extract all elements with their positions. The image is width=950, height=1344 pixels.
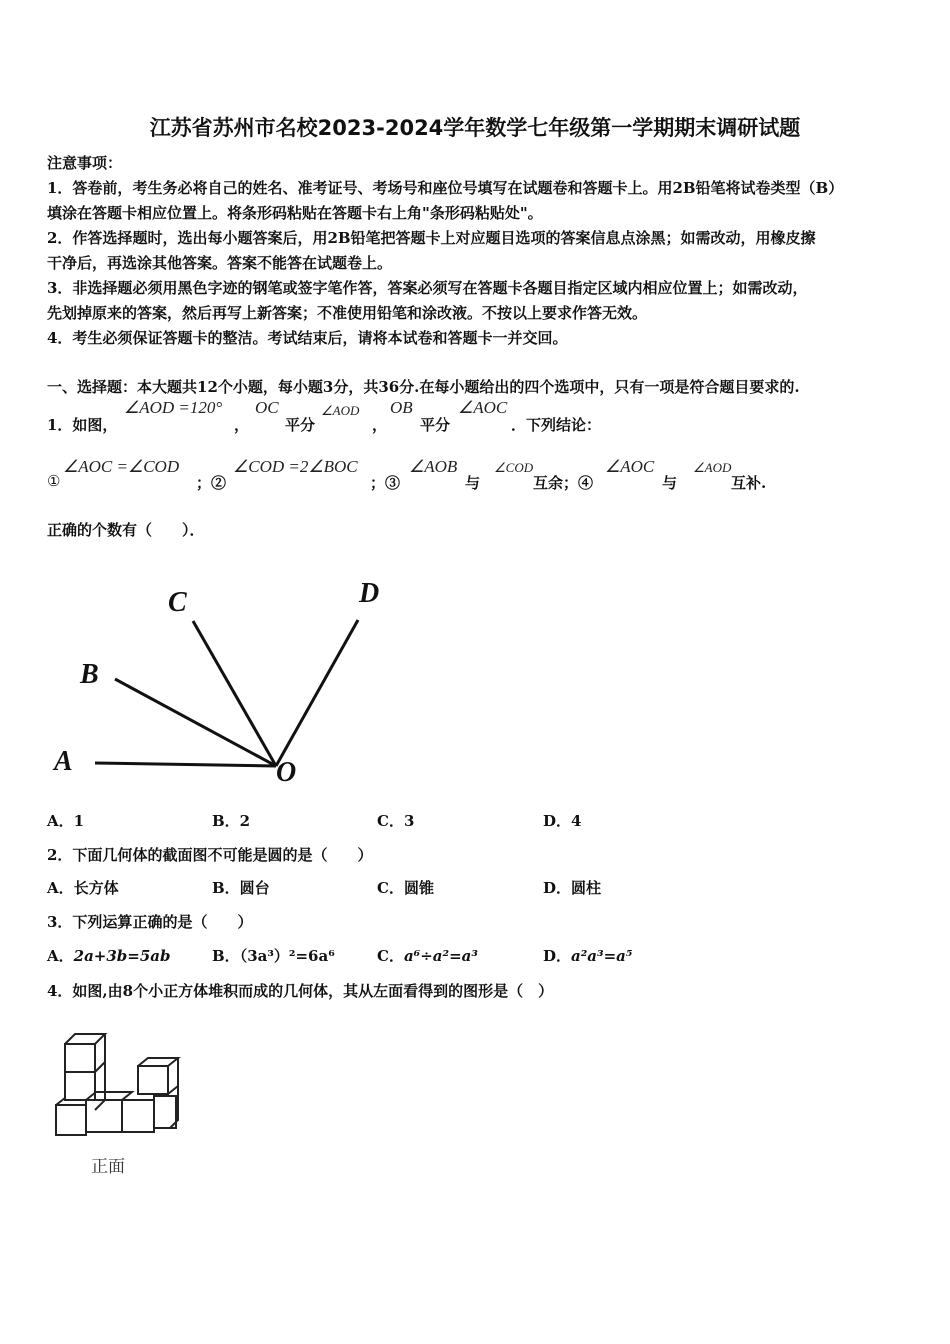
q3-option-b[interactable]: [212, 945, 335, 966]
q1-expr3b: ∠COD: [494, 460, 534, 475]
q2-option-d[interactable]: D．圆柱: [543, 879, 602, 897]
q3-option-c[interactable]: [377, 945, 478, 966]
label-a: A: [54, 746, 73, 777]
option-expr: （3a³）²=6a⁶: [239, 947, 335, 965]
label-o: O: [276, 757, 297, 788]
q1-s2: ；②: [196, 474, 227, 492]
q3-option-d[interactable]: [543, 945, 632, 966]
notice-line: 1．答卷前，考生务必将自己的姓名、准考证号、考场号和座位号填写在试题卷和答题卡上。用2B铅笔将试卷类型（B）: [47, 179, 844, 197]
page-title: 江苏省苏州市名校2023-2024学年数学七年级第一学期期末调研试题: [149, 116, 801, 140]
q1-w4b: 互补.: [731, 474, 767, 492]
q2-option-b[interactable]: B．圆台: [212, 879, 270, 897]
option-label: C．: [377, 947, 404, 965]
q1-w3b: 互余；④: [533, 474, 594, 492]
q2-option-a[interactable]: A．长方体: [47, 879, 119, 897]
notice-line: 2．作答选择题时，选出每小题答案后，用2B铅笔把答题卡上对应题目选项的答案信息点涂黑；如需改动，用橡皮擦: [47, 229, 816, 247]
q1-text: ．下列结论：: [511, 416, 602, 434]
figure-caption: 正面: [91, 1157, 125, 1177]
option-label: B．: [212, 947, 240, 965]
option-label: D．: [543, 947, 572, 965]
q1-w3: 与: [465, 474, 481, 492]
option-label: A．: [47, 947, 74, 965]
label-b: B: [80, 659, 99, 690]
q1-question: 正确的个数有（ ）．: [47, 521, 205, 539]
q1-prefix: 1．如图，: [47, 416, 118, 434]
q1-math-oc: OC: [255, 398, 279, 417]
q3-text: 3．下列运算正确的是（ ）: [47, 913, 253, 931]
label-c: C: [168, 587, 187, 618]
cubes-figure: [50, 1030, 190, 1142]
q1-option-a[interactable]: A．1: [47, 812, 85, 830]
q1-option-b[interactable]: B．2: [212, 812, 251, 830]
q4-text: 4．如图,由8个小正方体堆积而成的几何体，其从左面看得到的图形是（ ）: [47, 982, 554, 1000]
option-expr: a²a³=a⁵: [571, 947, 633, 965]
q1-option-c[interactable]: C．3: [377, 812, 415, 830]
q1-s3: ；③: [370, 474, 401, 492]
q1-math-aod2: ∠AOD: [321, 403, 360, 418]
q1-expr1: ∠AOC =∠COD: [63, 457, 180, 476]
q1-option-d[interactable]: D．4: [543, 812, 582, 830]
q1-comma: ，: [234, 416, 250, 434]
q1-math-ob: OB: [390, 398, 413, 417]
q1-comma: ，: [372, 416, 388, 434]
q2-text: 2．下面几何体的截面图不可能是圆的是（ ）: [47, 846, 373, 864]
q3-option-a[interactable]: [47, 945, 171, 966]
q1-s1: ①: [47, 472, 61, 490]
notice-line: 3．非选择题必须用黑色字迹的钢笔或签字笔作答，答案必须写在答题卡各题目指定区域内相应位置上；如需改动，: [47, 279, 808, 297]
q1-expr4b: ∠AOD: [693, 460, 732, 475]
notice-line: 填涂在答题卡相应位置上。将条形码粘贴在答题卡右上角"条形码粘贴处"。: [47, 204, 543, 222]
option-expr: 2a+3b=5ab: [73, 947, 171, 965]
q1-math-aoc: ∠AOC: [458, 398, 508, 417]
q2-option-c[interactable]: C．圆锥: [377, 879, 434, 897]
notice-line: 干净后，再选涂其他答案。答案不能答在试题卷上。: [47, 254, 393, 272]
notice-line: 先划掉原来的答案，然后再写上新答案；不准使用铅笔和涂改液。不按以上要求作答无效。: [47, 304, 648, 322]
notice-heading: 注意事项：: [47, 154, 123, 172]
q1-expr2: ∠COD =2∠BOC: [233, 457, 358, 476]
q1-expr3a: ∠AOB: [409, 457, 458, 476]
q1-math-aod: ∠AOD =120°: [124, 398, 223, 417]
section-heading: 一、选择题：本大题共12个小题，每小题3分，共36分.在每小题给出的四个选项中，只有一项是符合题目要求的.: [47, 378, 800, 396]
q1-text: 平分: [285, 416, 316, 434]
q1-expr4a: ∠AOC: [605, 457, 655, 476]
ray-od: [276, 620, 358, 766]
q1-text: 平分: [420, 416, 451, 434]
ray-oa: [95, 763, 276, 766]
label-d: D: [359, 578, 380, 609]
q1-w4: 与: [662, 474, 678, 492]
option-expr: a⁶÷a²=a³: [403, 947, 478, 965]
notice-line: 4．考生必须保证答题卡的整洁。考试结束后，请将本试卷和答题卡一并交回。: [47, 329, 568, 347]
